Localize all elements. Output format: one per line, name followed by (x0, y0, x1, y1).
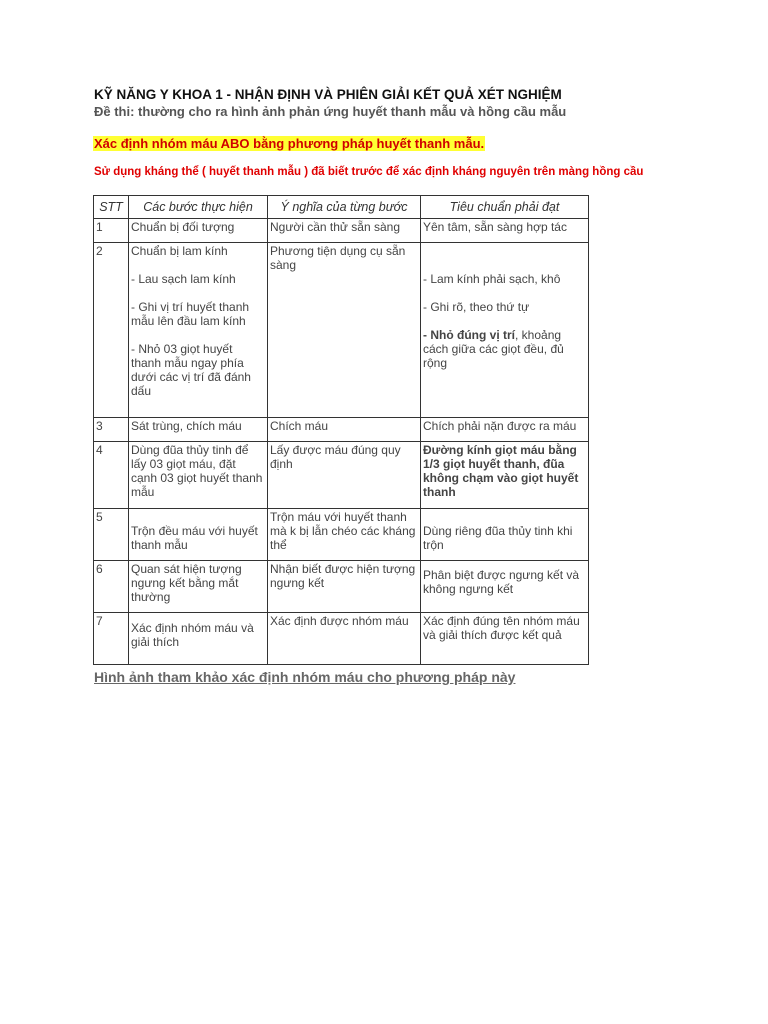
cell-criteria (421, 243, 589, 418)
cell-step: Trộn đều máu với huyết thanh mẫu (129, 509, 268, 561)
cell-meaning: Lấy được máu đúng quy định (268, 442, 421, 509)
cell-criteria: Chích phải nặn được ra máu (421, 418, 589, 442)
header-criteria: Tiêu chuẩn phải đạt (421, 196, 589, 219)
cell-step: Dùng đũa thủy tinh để lấy 03 giọt máu, đặt cạnh 03 giọt huyết thanh mẫu (129, 442, 268, 509)
table-header-row (94, 196, 589, 219)
criteria-bold-text: - Nhỏ đúng vị trí (423, 328, 515, 342)
header-steps: Các bước thực hiện (129, 196, 268, 219)
cell-meaning: Nhận biết được hiện tượng ngưng kết (268, 561, 421, 613)
table-row (94, 509, 589, 561)
step-sub-text: - Ghi vị trí huyết thanh mẫu lên đầu lam kính (131, 300, 250, 328)
cell-stt: 4 (94, 442, 129, 509)
cell-meaning: Chích máu (268, 418, 421, 442)
cell-stt: 6 (94, 561, 129, 613)
cell-stt: 2 (94, 243, 129, 418)
cell-meaning: Xác định được nhóm máu (268, 613, 421, 665)
cell-step: Sát trùng, chích máu (129, 418, 268, 442)
red-note: Sử dụng kháng thể ( huyết thanh mẫu ) đã biết trước để xác định kháng nguyên trên màng hồng cầu (94, 166, 644, 178)
step-sub-text: - Nhỏ 03 giọt huyết thanh mẫu ngay phía dưới các vị trí đã đánh dấu (131, 342, 251, 398)
document-subtitle: Đề thi: thường cho ra hình ảnh phản ứng huyết thanh mẫu và hồng cầu mẫu (94, 104, 567, 119)
cell-criteria: Dùng riêng đũa thủy tinh khi trộn (421, 509, 589, 561)
table-row (94, 561, 589, 613)
table-row (94, 418, 589, 442)
cell-criteria: Xác định đúng tên nhóm máu và giải thích được kết quả (421, 613, 589, 665)
cell-stt: 7 (94, 613, 129, 665)
table-row (94, 243, 589, 418)
cell-step: Xác định nhóm máu và giải thích (129, 613, 268, 665)
cell-criteria: Phân biệt được ngưng kết và không ngưng kết (421, 561, 589, 613)
criteria-rest-text: , khoảng cách giữa các giọt đều, đủ rộng (423, 328, 564, 370)
cell-stt: 1 (94, 219, 129, 243)
header-meaning: Ý nghĩa của từng bước (268, 196, 421, 219)
procedure-table (93, 195, 589, 665)
cell-meaning: Trộn máu với huyết thanh mà k bị lẫn chéo các kháng thể (268, 509, 421, 561)
step-text: Chuẩn bị lam kính (131, 244, 228, 258)
header-stt: STT (94, 196, 129, 219)
cell-stt: 3 (94, 418, 129, 442)
cell-criteria: Đường kính giọt máu bằng 1/3 giọt huyết thanh, đũa không chạm vào giọt huyết thanh (421, 442, 589, 509)
cell-stt: 5 (94, 509, 129, 561)
cell-step (129, 243, 268, 418)
reference-image-caption: Hình ảnh tham khảo xác định nhóm máu cho phương pháp này (94, 669, 516, 685)
step-sub-text: - Lau sạch lam kính (131, 272, 236, 286)
cell-criteria: Yên tâm, sẵn sàng hợp tác (421, 219, 589, 243)
document-title: KỸ NĂNG Y KHOA 1 - NHẬN ĐỊNH VÀ PHIÊN GIẢI KẾT QUẢ XÉT NGHIỆM (94, 87, 562, 102)
cell-step: Chuẩn bị đối tượng (129, 219, 268, 243)
criteria-sub-text: - Lam kính phải sạch, khô (423, 272, 561, 286)
criteria-sub-text (423, 328, 586, 370)
cell-meaning: Người cần thử sẵn sàng (268, 219, 421, 243)
table-row (94, 613, 589, 665)
highlighted-heading: Xác định nhóm máu ABO bằng phương pháp huyết thanh mẫu. (94, 136, 485, 151)
criteria-sub-text: - Ghi rõ, theo thứ tự (423, 300, 530, 314)
cell-meaning: Phương tiện dụng cụ sẵn sàng (268, 243, 421, 418)
table-row (94, 219, 589, 243)
table-row (94, 442, 589, 509)
cell-step: Quan sát hiện tượng ngưng kết bằng mắt thường (129, 561, 268, 613)
